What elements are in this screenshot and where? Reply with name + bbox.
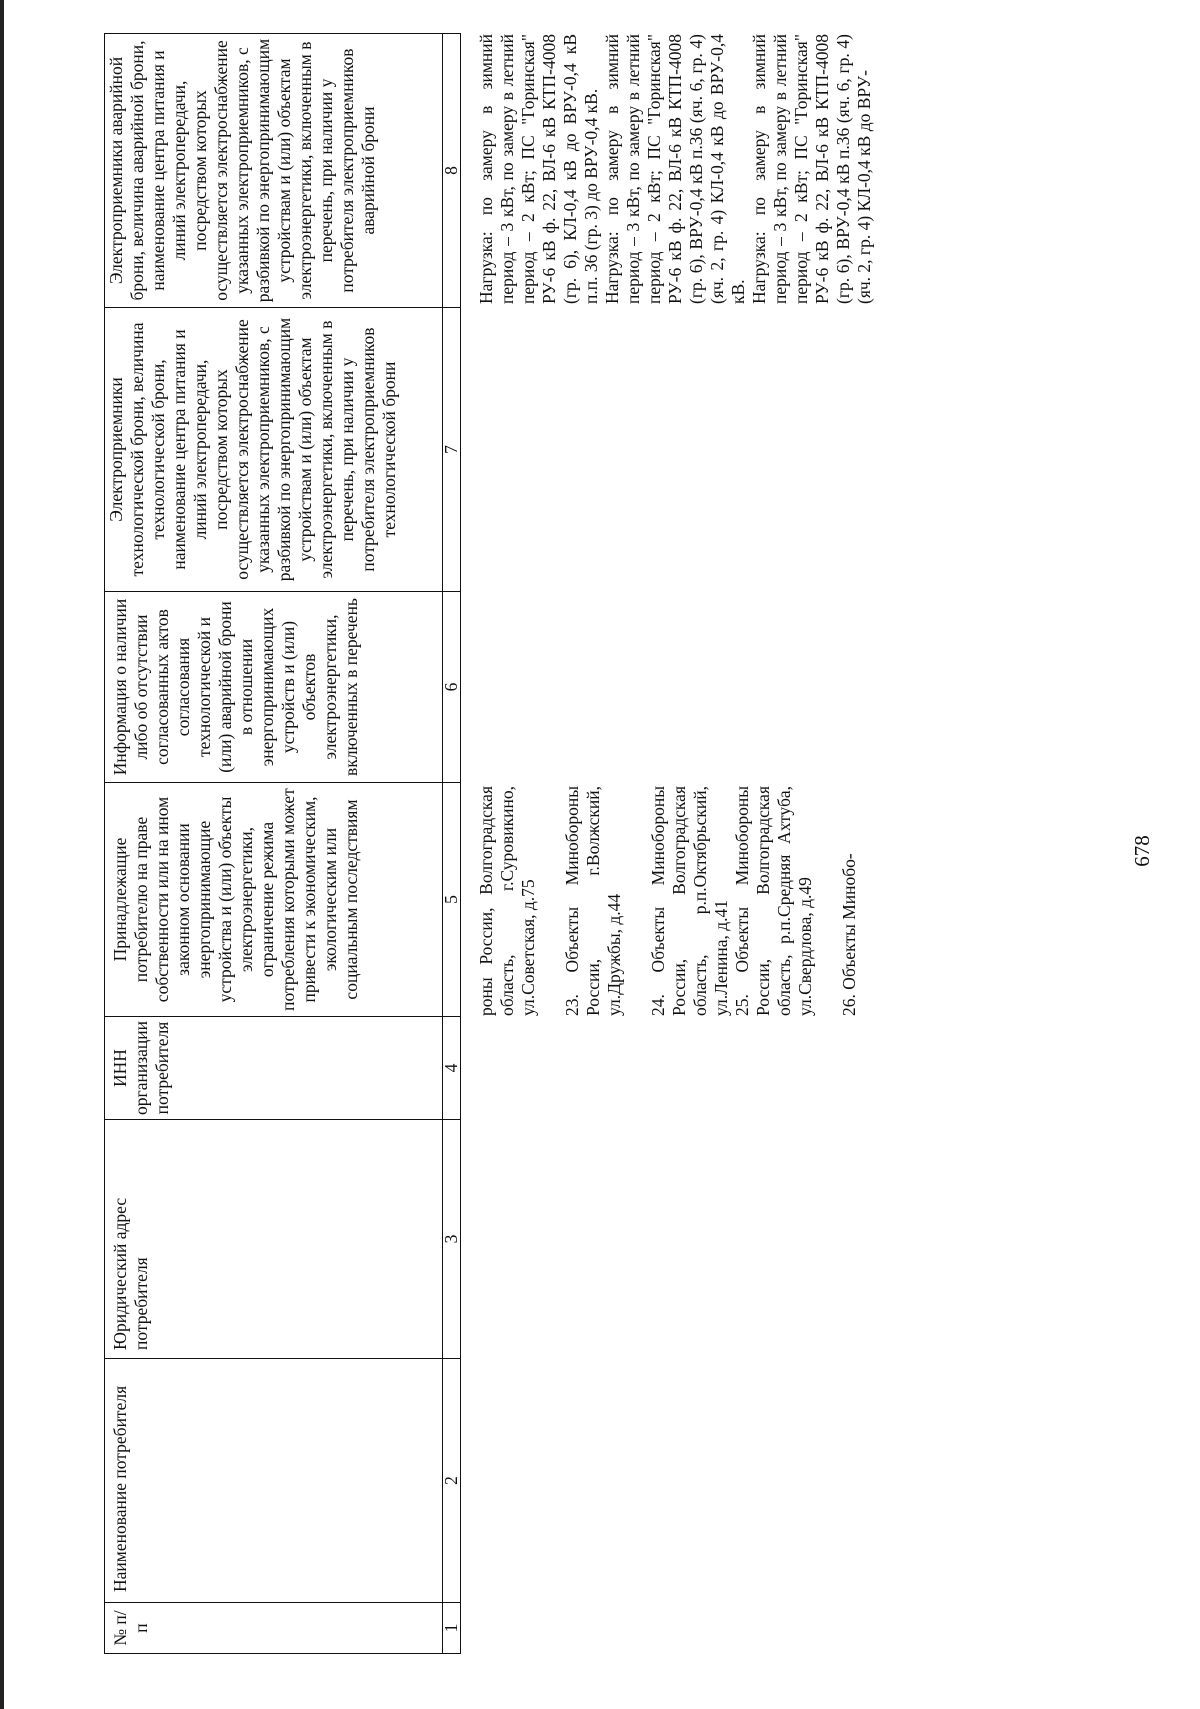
column-divider — [104, 1602, 460, 1603]
column-divider — [104, 1119, 460, 1120]
column-divider — [104, 1358, 460, 1359]
list-item: 26. Объекты Минобо- — [839, 853, 859, 1016]
header-cell-1: № п/п — [110, 1610, 151, 1646]
column-number: 7 — [441, 445, 461, 454]
list-item: роны России, Волгоградская область, г.Суровикино, ул.Советская, д.75 — [476, 786, 538, 1016]
header-cell-5: Принадлежащие потребителю на праве собственности или на ином законном основании энергопринимающие устройства и (или) объекты электроэнергетики, ограничение режима потребления которыми может привести к экономическим, экологическим или социальным последствиям — [110, 788, 361, 1011]
table-cell-objects — [476, 786, 860, 1016]
column-number: 5 — [441, 895, 461, 904]
column-number: 8 — [441, 166, 461, 175]
header-cell-7: Электроприемники технологической брони, величина технологической брони, наименование центра питания и линий электропередачи, посредством которых осуществляется электроснабжение указанных электроприемников, с разбивкой по энергопринимающим устройствам и (или) объектам электроэнергетики, включенным в перечень, при наличии у потребителя электроприемников технологической брони — [106, 317, 399, 582]
header-cell-2: Наименование потребителя — [110, 1385, 130, 1592]
list-item: 25. Объекты Минобороны России, Волгоградская область, р.п.Средняя Ахтуба, ул.Свердлова, д.49 — [732, 786, 815, 1016]
table-left-border — [104, 1653, 460, 1654]
column-number: 3 — [441, 1234, 461, 1244]
list-item: 23. Объекты Минобороны России, г.Волжский, ул.Дружбы, д.44 — [562, 786, 624, 1016]
consumer-table — [104, 33, 1104, 1654]
page-number: 678 — [1130, 835, 1154, 867]
header-cell-8: Электроприемники аварийной брони, величина аварийной брони, наименование центра питания и линий электропередачи, посредством которых осуществляется электроснабжение указанных электроприемников, с разбивкой по энергопринимающим устройствам и (или) объектам электроэнергетики, включенным в перечень, при наличии у потребителя электроприемников аварийной брони — [106, 38, 378, 303]
scan-edge — [0, 0, 4, 1709]
list-item: Нагрузка: по замеру в зимний период – 3 кВт, по замеру в летний период – 2 кВт; ПС "Горинская" РУ-6 кВ ф. 22, ВЛ-6 кВ КТП-4008 (гр. 6), ВРУ-0,4 кВ п.36 (яч. 6, гр. 4) (яч. 2, гр. 4) КЛ-0,4 кВ до ВРУ- — [749, 34, 874, 304]
column-number: 6 — [441, 682, 461, 692]
list-item: Нагрузка: по замеру в зимний период – 3 кВт, по замеру в летний период – 2 кВт; ПС "Горинская" РУ-6 кВ ф. 22, ВЛ-6 кВ КТП-4008 (гр. 6), ВРУ-0,4 кВ п.36 (яч. 6, гр. 4) (яч. 2, гр. 4) КЛ-0,4 кВ до ВРУ-0,4 кВ. — [602, 34, 748, 304]
header-cell-4: ИНН организации потребителя — [110, 1021, 172, 1115]
table-top-border — [104, 33, 105, 1654]
header-cell-6: Информация о наличии либо об отсутствии согласованных актов согласования технологической и (или) аварийной брони в отношении энергопринимающих устройств и (или) объектов электроэнергетики, включенных в перечень — [110, 598, 361, 776]
header-cell-3: Юридический адрес потребителя — [110, 1197, 151, 1350]
column-number: 2 — [441, 1476, 461, 1485]
list-item: 24. Объекты Минобороны России, Волгоградская область, р.п.Октябрьский, ул.Ленина, д.41 — [648, 786, 731, 1016]
column-number: 4 — [441, 1063, 461, 1073]
list-item: Нагрузка: по замеру в зимний период – 3 кВт, по замеру в летний период – 2 кВт; ПС "Горинская" РУ-6 кВ ф. 22, ВЛ-6 кВ КТП-4008 (гр. 6), КЛ-0,4 кВ до ВРУ-0,4 кВ п.п. 36 (гр. 3) до ВРУ-0,4 кВ. — [476, 34, 601, 304]
column-number: 1 — [441, 1623, 461, 1633]
table-cell-emergency-reserve — [476, 34, 875, 304]
